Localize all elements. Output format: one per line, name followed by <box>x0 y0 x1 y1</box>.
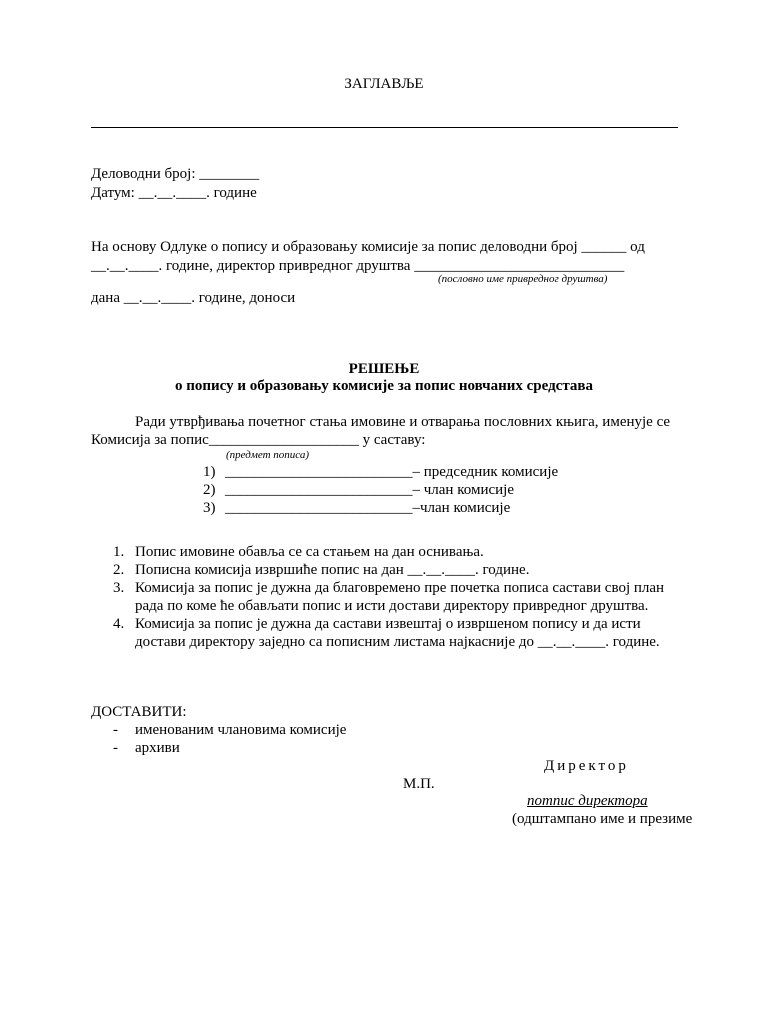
director-signature-line: потпис директора <box>527 793 648 809</box>
clause-number: 2. <box>113 562 125 578</box>
document-header-title: ЗАГЛАВЉЕ <box>344 76 424 92</box>
stamp-label: М.П. <box>403 776 435 792</box>
clause-number: 4. <box>113 616 125 632</box>
clause-number: 1. <box>113 544 125 560</box>
purpose-line-1: Ради утврђивања почетног стања имовине и отварања пословних књига, именује се <box>135 414 671 430</box>
member-number: 2) <box>203 482 216 498</box>
director-name-hint: (одштампано име и презиме <box>512 811 693 827</box>
member-item <box>203 499 510 517</box>
header-divider <box>91 127 678 128</box>
member-item <box>203 463 558 481</box>
intro-line-1: На основу Одлуке о попису и образовању комисије за попис деловодни број ______ од <box>91 239 645 255</box>
decision-subtitle: о попису и образовању комисије за попис новчаних средстава <box>175 378 593 394</box>
subject-hint: (предмет пописа) <box>226 449 310 461</box>
company-name-hint: (пословно име привредног друштва) <box>438 273 608 285</box>
clause-number: 3. <box>113 580 125 596</box>
director-title: Директор <box>544 758 629 774</box>
member-item <box>203 481 514 499</box>
clause-text: Попис имовине обавља се са стањем на дан оснивања. <box>135 544 484 560</box>
deliver-item: именованим члановима комисије <box>135 722 347 738</box>
member-number: 3) <box>203 500 216 516</box>
decision-title: РЕШЕЊЕ <box>348 361 420 377</box>
intro-line-2: __.__.____. године, директор привредног друштва ____________________________ <box>91 258 625 274</box>
member-text: _________________________– члан комисије <box>225 482 514 498</box>
clause-text: рада по коме ће обављати попис и исти достави директору привредног друштва. <box>135 598 649 614</box>
clause-text: достави директору заједно са пописним листама најкасније до __.__.____. године. <box>135 634 660 650</box>
purpose-line-2: Комисија за попис____________________ у саставу: <box>91 432 426 448</box>
clause-text: Комисија за попис је дужна да благовремено пре почетка пописа састави свој план <box>135 580 665 596</box>
deliver-item: архиви <box>135 740 180 756</box>
intro-line-3: дана __.__.____. године, доноси <box>91 290 296 306</box>
member-number: 1) <box>203 464 216 480</box>
member-text: _________________________– председник комисије <box>225 464 559 480</box>
deliver-bullet: - <box>113 740 118 756</box>
deliver-bullet: - <box>113 722 118 738</box>
reference-number: Деловодни број: ________ <box>91 166 260 182</box>
member-text: _________________________–члан комисије <box>225 500 511 516</box>
clause-text: Комисија за попис је дужна да састави извештај о извршеном попису и да исти <box>135 616 641 632</box>
deliver-title: ДОСТАВИТИ: <box>91 704 187 720</box>
clause-text: Пописна комисија извршиће попис на дан __.__.____. године. <box>135 562 530 578</box>
document-date: Датум: __.__.____. године <box>91 185 257 201</box>
